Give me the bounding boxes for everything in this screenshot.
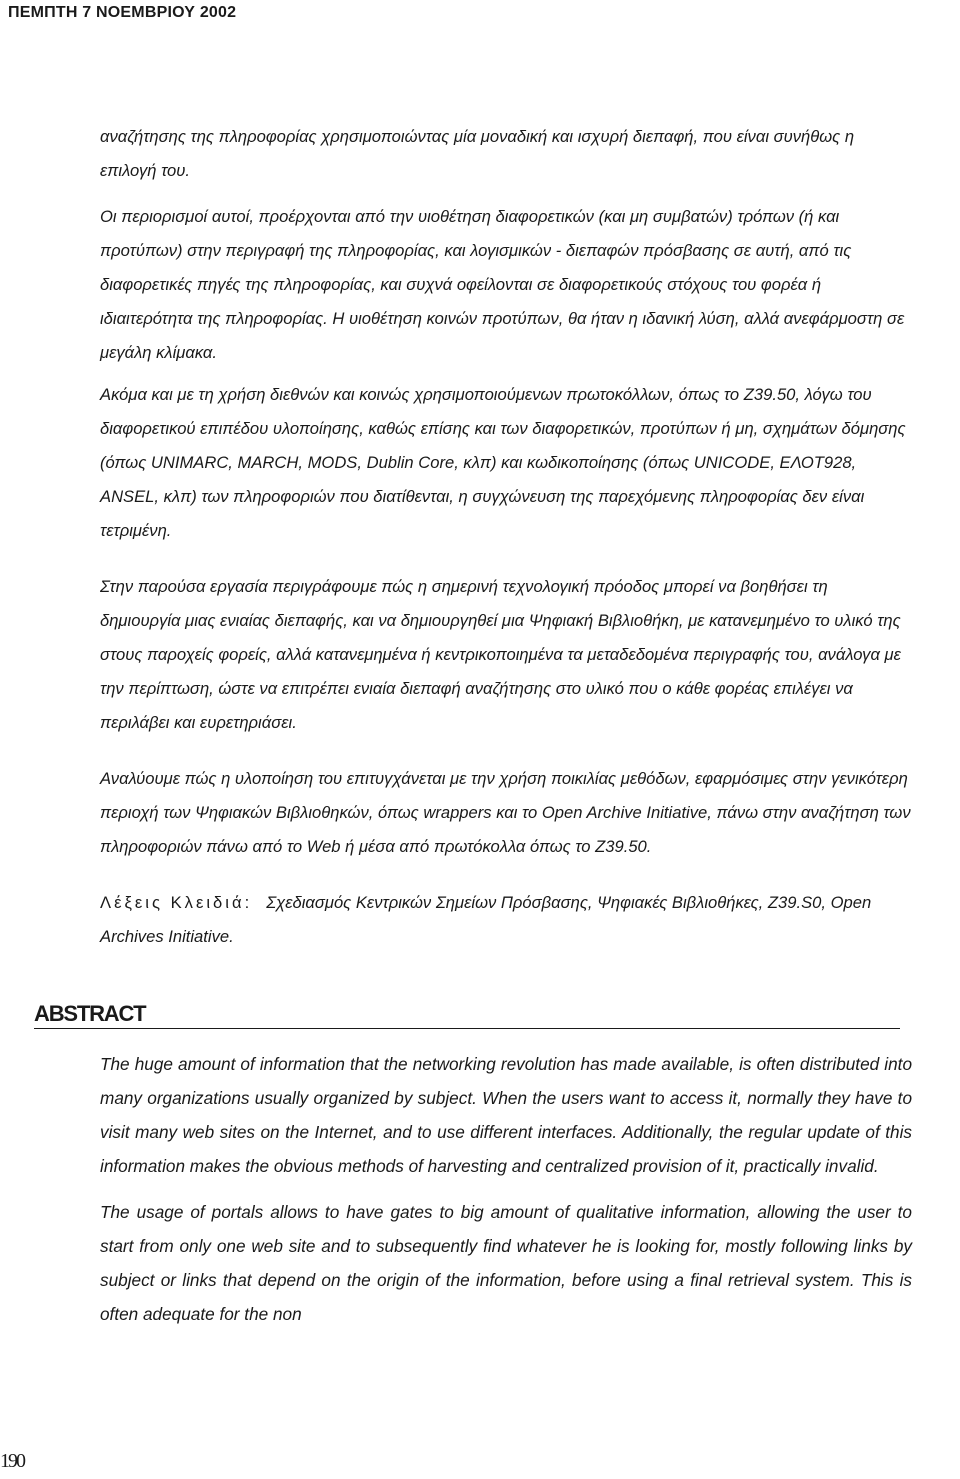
paragraph-protocols: Ακόμα και με τη χρήση διεθνών και κοινώς χρησιμοποιούμενων πρωτοκόλλων, όπως το Z39.50, λόγω του διαφορετικού επιπέδου υλοποίησης, καθώς επίσης και των διαφορετικών, προτύπων ή μη, σχημάτων δόμησης (όπως UNIMARC, MARCH, MODS, Dublin Core, κλπ) και κωδικοποίησης (όπως UNICODE, ΕΛΟΤ928, ANSEL, κλπ) των πληροφοριών που διατίθενται, η συγχώνευση της παρεχόμενης πληροφορίας δεν είναι τετριμένη. — [100, 385, 906, 540]
keywords-label: Λέξεις Κλειδιά: — [100, 893, 253, 912]
abstract-body — [100, 1047, 912, 1331]
abstract-paragraph-2: The usage of portals allows to have gates to big amount of qualitative information, allowing the user to start from only one web site and to subsequently find whatever he is looking for, mostly following links by subject or links that depend on the origin of the information, before using a final retrieval system. This is often adequate for the non — [100, 1202, 912, 1324]
page-number: 190 — [0, 1450, 24, 1472]
greek-body — [100, 120, 912, 954]
header-date: ΠΕΜΠΤΗ 7 ΝΟΕΜΒΡΙΟΥ 2002 — [8, 4, 237, 21]
paragraph-methods: Αναλύουμε πώς η υλοποίηση του επιτυγχάνεται με την χρήση ποικιλίας μεθόδων, εφαρμόσιμες στην γενικότερη περιοχή των Ψηφιακών Βιβλιοθηκών, όπως wrappers και το Open Archive Initiative, πάνω στην αναζήτηση των πληροφοριών πάνω από το Web ή μέσα από πρωτόκολλα όπως το Z39.50. — [100, 769, 911, 856]
keywords — [100, 886, 912, 954]
paragraph-approach: Στην παρούσα εργασία περιγράφουμε πώς η σημερινή τεχνολογική πρόοδος μπορεί να βοηθήσει τη δημιουργία μιας ενιαίας διεπαφής, και να δημιουργηθεί μια Ψηφιακή Βιβλιοθήκη, με κατανεμημένο το υλικό της στους παροχείς φορείς, αλλά κατανεμημένα ή κεντρικοποιημένα τα μεταδεδομένα περιγραφής του, ανάλογα με την περίπτωση, ώστε να επιτρέπει ενιαία διεπαφή αναζήτησης στο υλικό που ο κάθε φορέας επιλέγει να περιλάβει και ευρετηριάσει. — [100, 577, 901, 732]
keywords-text: Σχεδιασμός Κεντρικών Σημείων Πρόσβασης, Ψηφιακές Βιβλιοθήκες, Z39.S0, Open Archives Initiative. — [100, 893, 872, 946]
abstract-paragraph-1: The huge amount of information that the networking revolution has made available, is often distributed into many organizations usually organized by subject. When the users want to access it, normally they have to visit many web sites on the Internet, and to use different interfaces. Additionally, the regular update of this information makes the obvious methods of harvesting and centralized provision of it, practically invalid. — [100, 1054, 912, 1176]
paragraph-continuation: αναζήτησης της πληροφορίας χρησιμοποιώντας μία μοναδική και ισχυρή διεπαφή, που είναι συνήθως η επιλογή του. — [100, 127, 855, 180]
paragraph-limitations: Οι περιορισμοί αυτοί, προέρχονται από την υιοθέτηση διαφορετικών (και μη συμβατών) τρόπων (ή και προτύπων) στην περιγραφή της πληροφορίας, και λογισμικών - διεπαφών πρόσβασης σε αυτή, από τις διαφορετικές πηγές της πληροφορίας, και συχνά οφείλονται σε διαφορετικούς στόχους του φορέα ή ιδιαιτερότητα της πληροφορίας. Η υιοθέτηση κοινών προτύπων, θα ήταν η ιδανική λύση, αλλά ανεφάρμοστη σε μεγάλη κλίμακα. — [100, 207, 905, 362]
abstract-heading: ABSTRACT — [34, 1000, 900, 1029]
